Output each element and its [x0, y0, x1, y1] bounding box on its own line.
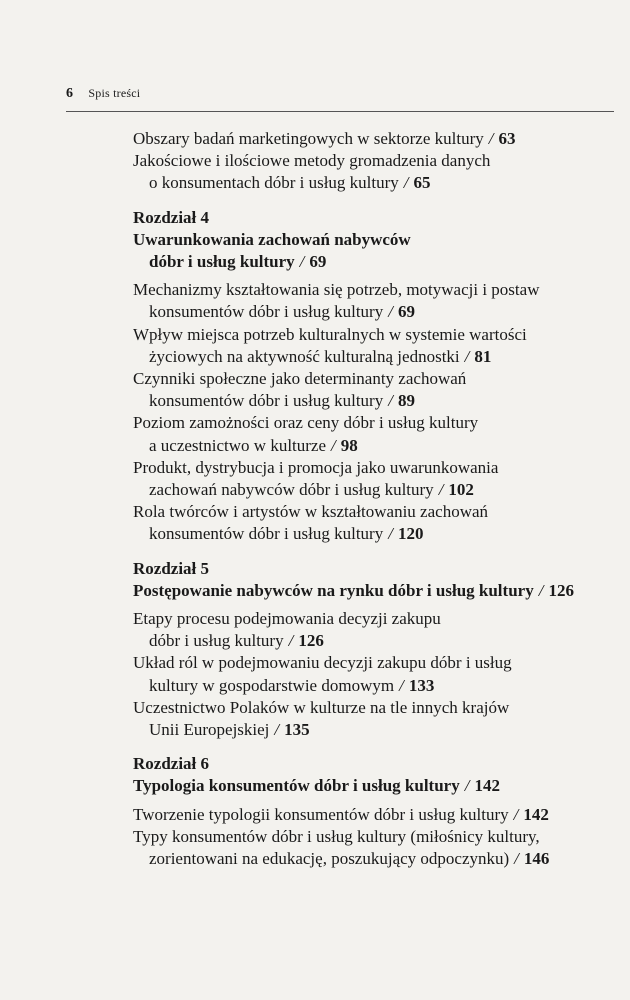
toc-entry: [133, 697, 623, 741]
chapter-page-number: 126: [548, 580, 574, 600]
entry-text: Uczestnictwo Polaków w kulturze na tle innych krajów: [133, 697, 510, 717]
toc-entry: [133, 368, 623, 412]
entry-text: Mechanizmy kształtowania się potrzeb, motywacji i postaw: [133, 280, 540, 300]
toc-entry-line: [133, 501, 623, 523]
entry-text: Produkt, dystrybucja i promocja jako uwarunkowania: [133, 457, 499, 477]
toc-entry-line: [133, 479, 623, 501]
chapter-title-line: [133, 251, 623, 273]
toc-entry: [133, 826, 623, 870]
entry-text: a uczestnictwo w kulturze: [149, 435, 327, 455]
toc-entry-line: [133, 150, 623, 172]
entry-page-number: 89: [397, 391, 415, 411]
toc-entry-line: [133, 675, 623, 697]
toc-entry: [133, 501, 623, 545]
toc-entry-line: [133, 172, 623, 194]
chapter-heading: [133, 753, 623, 797]
entry-text: konsumentów dóbr i usług kultury: [149, 524, 384, 544]
separator: /: [488, 129, 494, 148]
entry-text: zorientowani na edukację, poszukujący odpoczynku): [149, 849, 510, 869]
toc-entry-line: [133, 412, 623, 434]
entry-page-number: 81: [474, 346, 492, 366]
toc-entry-line: [133, 435, 623, 457]
separator: /: [438, 480, 444, 500]
entry-text: Obszary badań marketingowych w sektorze kultury: [133, 129, 484, 148]
separator: /: [464, 346, 470, 366]
chapter-title-text: Typologia konsumentów dóbr i usług kultury: [133, 776, 460, 796]
chapter-page-number: 69: [309, 252, 327, 272]
toc-entry-line: [133, 346, 623, 368]
toc-entry: [133, 412, 623, 456]
toc-entry-line: [133, 608, 623, 630]
toc-entry-line: [133, 279, 623, 301]
running-head: [66, 86, 140, 102]
separator: /: [464, 776, 470, 796]
entry-text: Etapy procesu podejmowania decyzji zakupu: [133, 609, 441, 629]
toc-entry: [133, 128, 623, 150]
entry-text: Jakościowe i ilościowe metody gromadzenia danych: [133, 151, 491, 171]
entry-text: o konsumentach dóbr i usług kultury: [149, 173, 399, 193]
chapter-page-number: 142: [474, 776, 500, 796]
entry-text: konsumentów dóbr i usług kultury: [149, 391, 384, 411]
separator: /: [388, 391, 393, 411]
header-rule: [66, 111, 614, 112]
entry-text: Tworzenie typologii konsumentów dóbr i usług kultury: [133, 804, 509, 824]
chapter-title-text: dóbr i usług kultury: [149, 252, 295, 272]
chapter-title-text: Postępowanie nabywców na rynku dóbr i usług kultury: [133, 580, 534, 600]
entry-text: zachowań nabywców dóbr i usług kultury: [149, 480, 434, 500]
toc-entry-line: [133, 523, 623, 545]
chapter-heading: [133, 558, 623, 602]
entry-text: konsumentów dóbr i usług kultury: [149, 302, 384, 322]
toc-entry: [133, 150, 623, 194]
separator: /: [403, 173, 409, 193]
entry-text: Poziom zamożności oraz ceny dóbr i usług kultury: [133, 413, 479, 433]
entry-text: Typy konsumentów dóbr i usług kultury (miłośnicy kultury,: [133, 826, 540, 846]
chapter-title-line: [133, 775, 623, 797]
toc-entry: [133, 652, 623, 696]
chapter-label: Rozdział 4: [133, 207, 210, 227]
toc-entry-line: [133, 457, 623, 479]
entry-page-number: 63: [498, 129, 516, 148]
toc-entry: [133, 279, 623, 323]
separator: /: [399, 675, 404, 695]
separator: /: [299, 252, 305, 272]
chapter-label: Rozdział 5: [133, 558, 210, 578]
chapter-title-line: [133, 580, 623, 602]
toc-entry-line: [133, 719, 623, 741]
entry-text: Układ ról w podejmowaniu decyzji zakupu dóbr i usług: [133, 653, 512, 673]
toc-entry-line: [133, 652, 623, 674]
toc-entry-line: [133, 804, 623, 826]
toc-entry-line: [133, 368, 623, 390]
entry-text: Unii Europejskiej: [149, 720, 270, 740]
entry-page-number: 126: [298, 631, 324, 651]
entry-page-number: 69: [397, 302, 415, 322]
toc-entry-line: [133, 826, 623, 848]
entry-text: życiowych na aktywność kulturalną jednostki: [149, 346, 460, 366]
entry-page-number: 65: [413, 173, 431, 193]
entry-page-number: 146: [523, 849, 550, 869]
entry-page-number: 133: [408, 675, 435, 695]
chapter-title-line: [133, 229, 623, 251]
entry-page-number: 142: [523, 804, 549, 824]
entry-text: Czynniki społeczne jako determinanty zachowań: [133, 369, 467, 389]
separator: /: [513, 804, 519, 824]
entry-page-number: 135: [284, 720, 310, 740]
separator: /: [514, 849, 519, 869]
entry-page-number: 102: [448, 480, 474, 500]
toc-entry: [133, 608, 623, 652]
toc-entry-line: [133, 128, 623, 150]
table-of-contents: [133, 128, 623, 870]
entry-page-number: 120: [397, 524, 424, 544]
toc-entry: [133, 804, 623, 826]
toc-entry: [133, 324, 623, 368]
toc-entry-line: [133, 324, 623, 346]
chapter-label: Rozdział 6: [133, 754, 210, 774]
chapter-title-text: Uwarunkowania zachowań nabywców: [133, 229, 411, 249]
entry-text: dóbr i usług kultury: [149, 631, 284, 651]
separator: /: [388, 524, 393, 544]
entry-text: Rola twórców i artystów w kształtowaniu zachowań: [133, 502, 489, 522]
entry-page-number: 98: [340, 435, 358, 455]
toc-entry-line: [133, 697, 623, 719]
entry-text: kultury w gospodarstwie domowym: [149, 675, 395, 695]
chapter-heading: [133, 207, 623, 274]
toc-entry: [133, 457, 623, 501]
toc-entry-line: [133, 390, 623, 412]
section-title: Spis treści: [88, 86, 141, 100]
toc-entry-line: [133, 630, 623, 652]
page-number: 6: [66, 86, 74, 101]
toc-entry-line: [133, 848, 623, 870]
separator: /: [288, 631, 294, 651]
separator: /: [274, 720, 280, 740]
separator: /: [388, 302, 393, 322]
separator: /: [538, 580, 544, 600]
toc-entry-line: [133, 301, 623, 323]
separator: /: [331, 435, 336, 455]
entry-text: Wpływ miejsca potrzeb kulturalnych w systemie wartości: [133, 324, 527, 344]
